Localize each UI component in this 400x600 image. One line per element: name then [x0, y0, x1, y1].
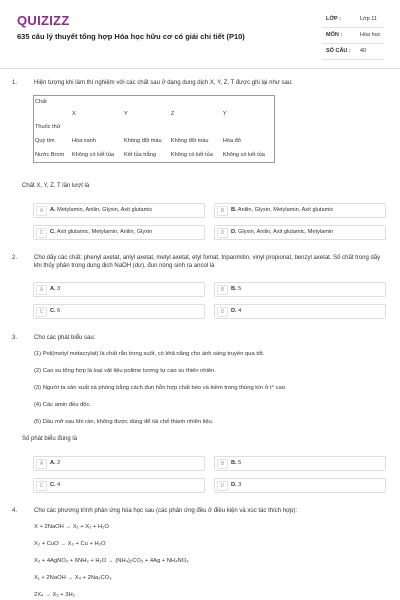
- meta-value: Lớp 11: [360, 16, 377, 22]
- question-number: 2.: [12, 255, 18, 261]
- option-key: D.: [231, 482, 237, 488]
- question-stem: Số phát biểu đúng là: [22, 436, 78, 442]
- option-a[interactable]: [33, 203, 205, 218]
- table-cell: Thuốc thử: [35, 124, 61, 130]
- option-key: A.: [50, 286, 56, 292]
- option-letter: A: [36, 285, 47, 295]
- statement: (1) Poli(metyl metacrylat) là chất rắn trong suốt, có khả năng cho ánh sáng truyền qua tốt.: [34, 351, 265, 357]
- option-key: C.: [50, 308, 56, 314]
- table-cell: Không đổi màu: [123, 138, 162, 144]
- option-letter: B: [217, 206, 228, 216]
- option-key: B.: [231, 460, 237, 466]
- option-key: A.: [50, 460, 56, 466]
- table-cell: Không đổi màu: [170, 138, 209, 144]
- table-cell: Nước Brom: [35, 152, 65, 158]
- option-text: Glyxin, Anilin, Axit glutamic, Metylamin: [238, 229, 334, 235]
- option-a[interactable]: [33, 282, 205, 297]
- option-b[interactable]: [214, 282, 386, 297]
- meta-row-count: [322, 44, 384, 60]
- meta-row-grade: [322, 12, 384, 28]
- document-title: 635 câu lý thuyết tổng hợp Hóa học hữu cơ có giải chi tiết (P10): [17, 32, 245, 41]
- option-key: B.: [231, 286, 237, 292]
- statement: (5) Dầu mỡ sau khi rán, không được dùng để tái chế thành nhiên liệu.: [34, 419, 214, 425]
- question-text: Cho dãy các chất: phenyl axetat, anlyl axetat, metyl axetat, etyl fomat, tripanmitin, vinyl propionat, benzyl axetat. Số chất trong dãy khi thủy phân trong dung dịch NaOH (dư), đun nóng sinh ra ancol là: [34, 255, 381, 270]
- option-b[interactable]: [214, 456, 386, 471]
- table-cell: [71, 120, 123, 134]
- option-text: 5: [238, 460, 242, 466]
- quizizz-logo: QUIZIZZ: [17, 13, 70, 28]
- option-text: 4: [238, 308, 242, 314]
- option-letter: A: [36, 459, 47, 469]
- header-divider: [0, 68, 400, 69]
- table-cell: [34, 108, 71, 120]
- option-d[interactable]: [214, 478, 386, 493]
- statement: (4) Các amin đều độc.: [34, 402, 92, 408]
- option-key: D.: [231, 308, 237, 314]
- option-letter: C: [36, 481, 47, 491]
- table-cell: [170, 96, 222, 109]
- meta-info: [322, 12, 384, 60]
- equation: X + 2NaOH → X₁ + X₂ + H₂O: [34, 524, 109, 530]
- table-cell: [123, 96, 170, 109]
- table-row: [34, 108, 275, 120]
- table-cell: Y: [222, 111, 227, 117]
- table-cell: [222, 96, 275, 109]
- option-text: 2: [57, 460, 61, 466]
- meta-label: MÔN :: [326, 32, 343, 38]
- statement: (2) Cao su tổng hợp là loại vật liệu polime tương tự cao su thiên nhiên.: [34, 368, 216, 374]
- table-cell: [170, 120, 222, 134]
- question-text: Cho các phương trình phản ứng hóa học sau (các phản ứng đều ở điều kiện và xúc tác thích hợp):: [34, 508, 298, 514]
- meta-value: Hóa học: [360, 32, 381, 38]
- meta-label: LỚP :: [326, 16, 341, 22]
- option-c[interactable]: [33, 478, 205, 493]
- observation-table: [33, 95, 275, 163]
- equation: 2X₄ → X₅ + 3H₂: [34, 592, 75, 598]
- option-letter: D: [217, 307, 228, 317]
- question-number: 3.: [12, 335, 18, 341]
- option-key: B.: [231, 207, 237, 213]
- table-row: [34, 134, 275, 148]
- option-a[interactable]: [33, 456, 205, 471]
- option-key: A.: [50, 207, 56, 213]
- table-cell: [222, 120, 275, 134]
- option-b[interactable]: [214, 203, 386, 218]
- table-cell: Z: [170, 111, 175, 117]
- option-text: 3: [57, 286, 61, 292]
- table-row: [34, 120, 275, 134]
- table-cell: [71, 96, 123, 109]
- option-c[interactable]: [33, 225, 205, 240]
- meta-label: SỐ CÂU :: [326, 48, 351, 54]
- meta-row-subject: [322, 28, 384, 44]
- option-text: Anilin, Glyxin, Metylamin, Axit glutamic: [237, 207, 334, 213]
- option-letter: B: [217, 285, 228, 295]
- table-cell: Không có kết tủa: [222, 152, 265, 158]
- table-cell: Hóa xanh: [71, 138, 96, 144]
- page-header: [0, 0, 400, 65]
- equation: X₁ + 2NaOH → X₄ + 2Na₂CO₃: [34, 575, 112, 581]
- table-cell: Kết tủa trắng: [123, 152, 156, 158]
- meta-value: 40: [360, 48, 367, 54]
- option-letter: D: [217, 481, 228, 491]
- question-stem: Chất X, Y, Z, T lần lượt là: [22, 183, 90, 189]
- table-row: [34, 148, 275, 163]
- option-key: D.: [231, 229, 237, 235]
- question-number: 1.: [12, 80, 18, 86]
- table-cell: Không có kết tủa: [170, 152, 213, 158]
- option-d[interactable]: [214, 225, 386, 240]
- table-cell: X: [71, 111, 76, 117]
- question-text: Cho các phát biểu sau:: [34, 335, 96, 341]
- option-c[interactable]: [33, 304, 205, 319]
- option-text: Metylamin, Anilin, Glyxin, Axit glutamic: [57, 207, 153, 213]
- table-cell: Hóa đỏ: [222, 138, 241, 144]
- option-text: 6: [57, 308, 61, 314]
- option-text: 4: [57, 482, 61, 488]
- option-key: C.: [50, 482, 56, 488]
- option-letter: C: [36, 228, 47, 238]
- table-cell: Y: [123, 111, 128, 117]
- option-letter: D: [217, 228, 228, 238]
- option-letter: A: [36, 206, 47, 216]
- question-number: 4.: [12, 508, 18, 514]
- option-text: Axit glutamic, Metylamin, Anilin, Glyxin: [56, 229, 153, 235]
- option-letter: B: [217, 459, 228, 469]
- statement: (3) Người ta sản xuất xà phòng bằng cách đun hỗn hợp chất béo và kiềm trong thùng kín ở t° cao.: [34, 385, 287, 391]
- option-key: C.: [50, 229, 56, 235]
- option-text: 5: [238, 286, 242, 292]
- question-text: Hiện tượng khi làm thí nghiệm với các chất sau ở dạng dung dịch X, Y, Z, T được ghi lại như sau:: [34, 80, 293, 86]
- equation: X₃ + 4AgNO₃ + 6NH₃ + H₂O → (NH₄)₂CO₃ + 4Ag + NH₄NO₃: [34, 558, 189, 564]
- option-letter: C: [36, 307, 47, 317]
- option-d[interactable]: [214, 304, 386, 319]
- option-text: 3: [238, 482, 242, 488]
- table-cell: Không có kết tủa: [71, 152, 114, 158]
- table-cell: Quỳ tím: [35, 138, 55, 144]
- table-cell: Chất: [35, 99, 47, 105]
- equation: X₂ + CuO → X₃ + Cu + H₂O: [34, 541, 106, 547]
- table-cell: [123, 120, 170, 134]
- table-row: [34, 96, 275, 109]
